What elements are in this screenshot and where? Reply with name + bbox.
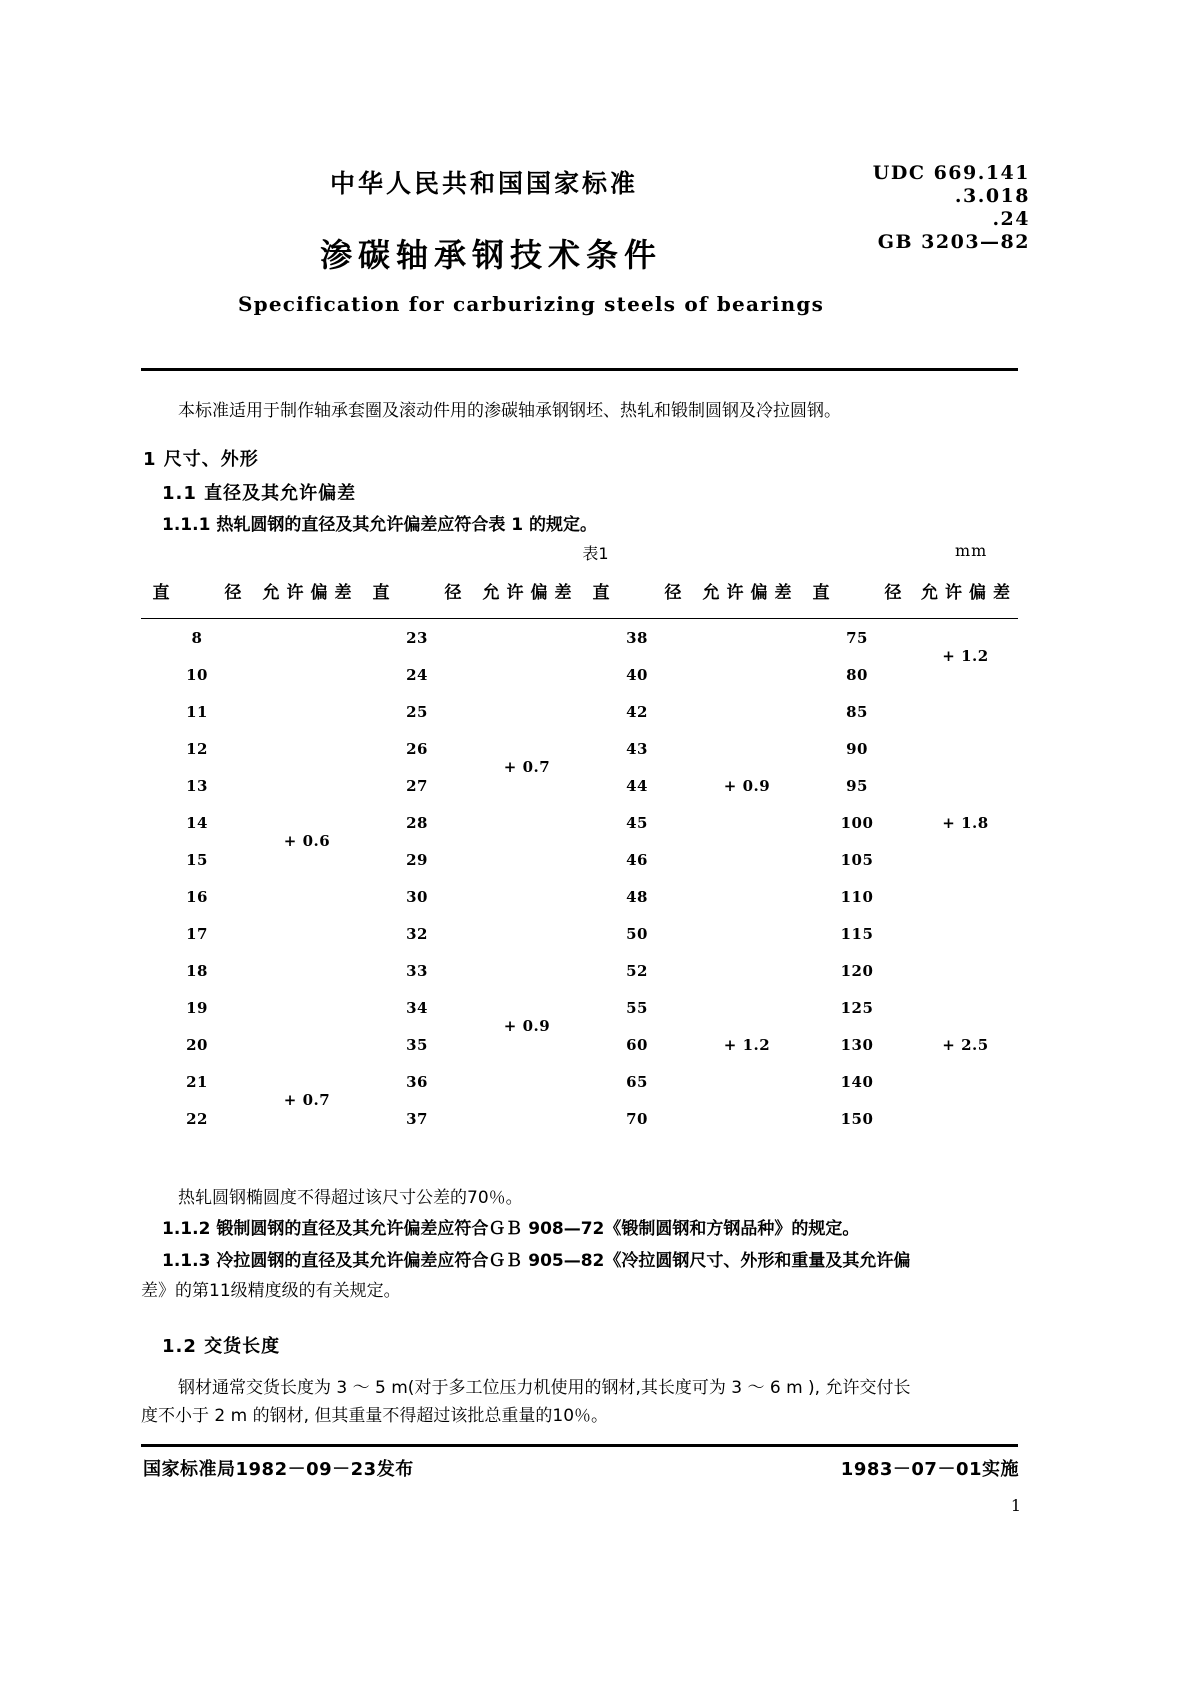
- table-unit-label: mm: [955, 541, 988, 560]
- cell-diameter: 29: [406, 850, 428, 869]
- cell-tolerance: + 0.7: [283, 1091, 331, 1109]
- udc-line-3: .24: [992, 208, 1030, 230]
- cell-diameter: 10: [186, 665, 208, 684]
- table-row: [141, 619, 1018, 657]
- cell-tolerance: + 1.2: [723, 1035, 771, 1054]
- cell-diameter: 95: [846, 776, 868, 795]
- cell-diameter: 23: [406, 628, 428, 647]
- cell-diameter: 33: [406, 961, 428, 980]
- cell-diameter: 37: [406, 1109, 428, 1128]
- cell-tolerance: + 0.6: [283, 832, 331, 850]
- cell-diameter: 75: [846, 628, 868, 647]
- clause-1-1-3: 1.1.3 冷拉圆钢的直径及其允许偏差应符合ＧＢ 905—82《冷拉圆钢尺寸、外形和重量及其允许偏: [162, 1251, 911, 1271]
- cell-diameter: 50: [626, 924, 648, 943]
- clause-1-1-3-continued: 差》的第11级精度级的有关规定。: [141, 1281, 401, 1301]
- col-header-diameter-1: 直 径: [141, 563, 253, 619]
- cell-diameter: 43: [626, 739, 648, 758]
- cell-diameter: 45: [626, 813, 648, 832]
- udc-line-2: .3.018: [954, 185, 1030, 207]
- cell-diameter: 115: [840, 924, 874, 943]
- cell-diameter: 18: [186, 961, 208, 980]
- cell-diameter: 48: [626, 887, 648, 906]
- cell-diameter: 55: [626, 998, 648, 1017]
- document-title-en: Specification for carburizing steels of bearings: [238, 292, 825, 316]
- cell-diameter: 110: [840, 887, 874, 906]
- cell-diameter: 17: [186, 924, 208, 943]
- cell-diameter: 90: [846, 739, 868, 758]
- cell-diameter: 150: [840, 1109, 874, 1128]
- cell-diameter: 100: [840, 813, 874, 832]
- standard-number: GB 3203—82: [877, 231, 1030, 253]
- cell-diameter: 140: [840, 1072, 874, 1091]
- cell-diameter: 70: [626, 1109, 648, 1128]
- paragraph-delivery-length-a: 钢材通常交货长度为 3 ～ 5 m(对于多工位压力机使用的钢材,其长度可为 3 ～ 6 m ), 允许交付长: [178, 1378, 911, 1398]
- paragraph-delivery-length-b: 度不小于 2 m 的钢材, 但其重量不得超过该批总重量的10％。: [141, 1406, 609, 1426]
- section-heading-1: 1 尺寸、外形: [143, 449, 259, 470]
- cell-diameter: 27: [406, 776, 428, 795]
- section-heading-1-2: 1.2 交货长度: [162, 1336, 281, 1357]
- cell-diameter: 35: [406, 1035, 428, 1054]
- cell-diameter: 65: [626, 1072, 648, 1091]
- cell-diameter: 32: [406, 924, 428, 943]
- cell-diameter: 130: [840, 1035, 874, 1054]
- cell-diameter: 125: [840, 998, 874, 1017]
- cell-diameter: 15: [186, 850, 208, 869]
- col-header-diameter-3: 直 径: [581, 563, 693, 619]
- cell-diameter: 26: [406, 739, 428, 758]
- cell-diameter: 25: [406, 702, 428, 721]
- col-header-diameter-4: 直 径: [801, 563, 913, 619]
- cell-diameter: 42: [626, 702, 648, 721]
- cell-diameter: 13: [186, 776, 208, 795]
- cell-diameter: 40: [626, 665, 648, 684]
- cell-diameter: 105: [840, 850, 874, 869]
- table-bottom-rule: [141, 1137, 1018, 1163]
- footer-issue-info: 国家标准局1982－09－23发布: [143, 1459, 414, 1480]
- document-title-cn: 渗碳轴承钢技术条件: [320, 236, 663, 274]
- cell-diameter: 22: [186, 1109, 208, 1128]
- cell-diameter: 46: [626, 850, 648, 869]
- cell-diameter: 34: [406, 998, 428, 1017]
- col-header-diameter-2: 直 径: [361, 563, 473, 619]
- table-caption: 表1: [582, 544, 609, 563]
- cell-diameter: 19: [186, 998, 208, 1017]
- col-header-tolerance-3: 允许偏差: [693, 563, 801, 619]
- cell-diameter: 21: [186, 1072, 208, 1091]
- cell-diameter: 30: [406, 887, 428, 906]
- col-header-tolerance-4: 允许偏差: [913, 563, 1018, 619]
- cell-tolerance: + 1.2: [942, 647, 989, 665]
- cell-diameter: 52: [626, 961, 648, 980]
- scope-paragraph: 本标准适用于制作轴承套圈及滚动件用的渗碳轴承钢钢坯、热轧和锻制圆钢及冷拉圆钢。: [178, 401, 841, 421]
- cell-diameter: 60: [626, 1035, 648, 1054]
- note-ovality: 热轧圆钢椭圆度不得超过该尺寸公差的70％。: [178, 1188, 523, 1208]
- clause-1-1-1: 1.1.1 热轧圆钢的直径及其允许偏差应符合表 1 的规定。: [162, 515, 597, 535]
- section-heading-1-1: 1.1 直径及其允许偏差: [162, 483, 357, 504]
- cell-diameter: 24: [406, 665, 428, 684]
- cell-diameter: 11: [186, 702, 208, 721]
- cell-diameter: 16: [186, 887, 208, 906]
- footer-effective-info: 1983－07－01实施: [840, 1459, 1019, 1480]
- cell-diameter: 38: [626, 628, 648, 647]
- cell-diameter: 44: [626, 776, 648, 795]
- table-1: [141, 563, 1018, 1163]
- document-header: [140, 150, 1030, 350]
- footer-divider-rule: [141, 1444, 1018, 1447]
- cell-tolerance: + 0.9: [503, 1017, 551, 1035]
- cell-tolerance: + 2.5: [942, 1035, 989, 1054]
- cell-tolerance: + 1.8: [942, 813, 989, 832]
- national-standard-line: 中华人民共和国国家标准: [330, 169, 639, 198]
- cell-diameter: 28: [406, 813, 428, 832]
- udc-line-1: UDC 669.141: [872, 162, 1030, 184]
- cell-diameter: 120: [840, 961, 874, 980]
- cell-diameter: 80: [846, 665, 868, 684]
- cell-diameter: 14: [186, 813, 208, 832]
- cell-tolerance: + 0.7: [503, 758, 551, 776]
- col-header-tolerance-1: 允许偏差: [253, 563, 361, 619]
- header-divider-rule: [141, 368, 1018, 371]
- cell-tolerance: + 0.9: [723, 776, 771, 795]
- cell-diameter: 36: [406, 1072, 428, 1091]
- table-header-row: [141, 563, 1018, 619]
- udc-code-block: [840, 162, 1030, 254]
- cell-diameter: 12: [186, 739, 208, 758]
- clause-1-1-2: 1.1.2 锻制圆钢的直径及其允许偏差应符合ＧＢ 908—72《锻制圆钢和方钢品种》的规定。: [162, 1219, 860, 1239]
- cell-diameter: 20: [186, 1035, 208, 1054]
- cell-diameter: 85: [846, 702, 868, 721]
- cell-diameter: 8: [191, 628, 203, 647]
- col-header-tolerance-2: 允许偏差: [473, 563, 581, 619]
- page-number: 1: [1010, 1496, 1021, 1515]
